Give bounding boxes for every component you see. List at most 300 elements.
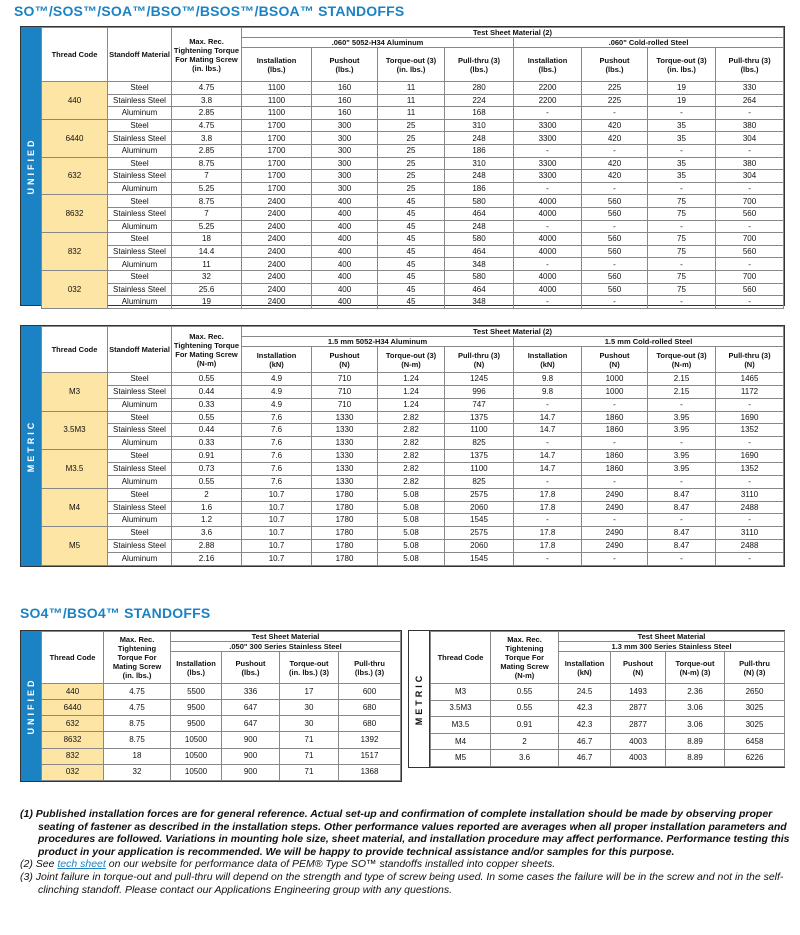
installation-cell: 9500 [171,700,222,716]
pull-thru-b-cell: 560 [716,245,784,258]
max-torque-cell: 5.25 [172,182,242,195]
max-torque-cell: 5.25 [172,220,242,233]
table-row [42,684,401,700]
pull-thru-b-cell: 380 [716,119,784,132]
pushout-b-cell: - [582,144,648,157]
pushout-b-cell: - [582,258,648,271]
torque-out-a-cell: 45 [378,283,445,296]
max-torque-cell: 2.16 [172,553,242,566]
material-cell: Stainless Steel [108,385,172,398]
material-cell: Aluminum [108,475,172,488]
material-cell: Stainless Steel [108,501,172,514]
thread-code-header: Thread Code [431,632,491,684]
torque-out-a-cell: 11 [378,82,445,95]
material-cell: Steel [108,270,172,283]
torque-out-b-cell: 75 [648,195,716,208]
pushout-cell: 647 [222,716,280,732]
pushout-b-cell: - [582,553,648,566]
pushout-a-cell: 710 [312,385,378,398]
pushout-b-cell: 225 [582,94,648,107]
max-torque-header: Max. Rec. Tightening Torque For Mating Screw (in. lbs.) [172,28,242,82]
pushout-b-cell: 420 [582,132,648,145]
pushout-header: Pushout (N) [582,347,648,373]
torque-out-a-cell: 45 [378,270,445,283]
max-torque-cell: 32 [104,764,171,780]
installation-b-cell: 4000 [514,207,582,220]
pull-thru-b-cell: 700 [716,233,784,246]
torque-out-b-cell: 35 [648,170,716,183]
torque-out-cell: 3.06 [666,717,725,734]
thread-code-cell: M3.5 [431,717,491,734]
torque-out-b-cell: 8.47 [648,540,716,553]
pull-thru-a-cell: 248 [445,170,514,183]
material-cell: Aluminum [108,258,172,271]
metric-table-body [42,373,784,566]
pushout-b-cell: 2490 [582,488,648,501]
pushout-b-cell: - [582,437,648,450]
pull-thru-a-cell: 464 [445,245,514,258]
max-torque-cell: 2.85 [172,144,242,157]
pushout-cell: 336 [222,684,280,700]
pull-thru-a-cell: 2060 [445,501,514,514]
pull-thru-b-cell: 1352 [716,463,784,476]
pull-thru-a-cell: 310 [445,157,514,170]
installation-b-cell: 4000 [514,283,582,296]
installation-a-cell: 4.9 [242,398,312,411]
max-torque-cell: 4.75 [172,82,242,95]
pull-thru-b-cell: 1690 [716,450,784,463]
installation-cell: 46.7 [559,733,611,750]
max-torque-cell: 3.8 [172,94,242,107]
pull-thru-a-cell: 1375 [445,411,514,424]
thread-code-cell: 832 [42,233,108,271]
pushout-b-cell: 1000 [582,373,648,386]
pull-thru-b-cell: 700 [716,270,784,283]
installation-a-cell: 1700 [242,132,312,145]
tech-sheet-link[interactable]: tech sheet [57,858,106,871]
pull-thru-a-cell: 464 [445,283,514,296]
torque-out-a-cell: 1.24 [378,373,445,386]
pull-thru-b-cell: - [716,475,784,488]
pull-thru-cell: 680 [339,700,401,716]
material-cell: Aluminum [108,514,172,527]
torque-out-a-cell: 2.82 [378,424,445,437]
pushout-a-cell: 1330 [312,437,378,450]
pull-thru-a-cell: 825 [445,437,514,450]
pushout-b-cell: 420 [582,170,648,183]
pushout-b-cell: 560 [582,195,648,208]
table-row [42,732,401,748]
torque-out-b-cell: 2.15 [648,373,716,386]
table-row [42,540,784,553]
table-row [42,385,784,398]
installation-b-cell: 9.8 [514,373,582,386]
pushout-b-cell: - [582,107,648,120]
pushout-b-cell: - [582,182,648,195]
torque-out-a-cell: 45 [378,220,445,233]
installation-a-cell: 1700 [242,170,312,183]
pull-thru-b-cell: - [716,514,784,527]
pushout-a-cell: 300 [312,144,378,157]
thread-code-cell: M5 [431,750,491,767]
torque-out-a-cell: 11 [378,94,445,107]
table-row [42,475,784,488]
installation-b-cell: 2200 [514,94,582,107]
so4-metric-data-table [430,631,785,767]
pushout-a-cell: 1330 [312,463,378,476]
material-cell: Steel [108,450,172,463]
pull-thru-a-cell: 248 [445,132,514,145]
table-row [42,233,784,246]
installation-b-cell: - [514,475,582,488]
pull-thru-cell: 3025 [725,717,785,734]
thread-code-cell: 632 [42,716,104,732]
torque-out-header: Torque-out (3) (N-m) [648,347,716,373]
installation-header: Installation (lbs.) [514,48,582,82]
torque-out-a-cell: 2.82 [378,450,445,463]
pushout-a-cell: 300 [312,170,378,183]
torque-out-b-cell: - [648,475,716,488]
so4-metric-label: METRIC [409,631,430,767]
pushout-cell: 4003 [611,733,666,750]
torque-out-cell: 30 [280,716,339,732]
max-torque-cell: 0.55 [172,373,242,386]
installation-a-cell: 10.7 [242,514,312,527]
pull-thru-a-cell: 348 [445,296,514,309]
torque-out-a-cell: 45 [378,233,445,246]
torque-out-b-cell: 75 [648,233,716,246]
torque-out-cell: 8.89 [666,750,725,767]
pull-thru-b-cell: 304 [716,170,784,183]
pushout-header: Pushout (lbs.) [582,48,648,82]
torque-out-b-cell: - [648,182,716,195]
torque-out-b-cell: 2.15 [648,385,716,398]
pull-thru-b-cell: - [716,182,784,195]
pull-thru-header: Pull-thru (3) (N) [445,347,514,373]
material-cell: Stainless Steel [108,463,172,476]
installation-b-cell: 3300 [514,119,582,132]
max-torque-cell: 0.55 [172,411,242,424]
table-row [431,700,785,717]
pushout-a-cell: 160 [312,107,378,120]
torque-out-b-cell: 19 [648,82,716,95]
pull-thru-header: Pull-thru (3) (lbs.) [445,48,514,82]
installation-a-cell: 1100 [242,82,312,95]
pushout-b-cell: 560 [582,245,648,258]
pull-thru-a-cell: 248 [445,220,514,233]
table-row [42,245,784,258]
test-sheet-header: Test Sheet Material (2) [242,28,784,38]
pushout-cell: 647 [222,700,280,716]
pull-thru-cell: 680 [339,716,401,732]
unified-label: UNIFIED [21,27,41,305]
installation-b-cell: 9.8 [514,385,582,398]
torque-out-a-cell: 2.82 [378,411,445,424]
installation-a-cell: 7.6 [242,424,312,437]
material-cell: Aluminum [108,107,172,120]
pushout-cell: 2877 [611,700,666,717]
installation-a-cell: 2400 [242,296,312,309]
pushout-a-cell: 1780 [312,514,378,527]
torque-out-a-cell: 25 [378,170,445,183]
pull-thru-b-cell: - [716,398,784,411]
pushout-header: Pushout (lbs.) [222,652,280,684]
installation-a-cell: 1700 [242,119,312,132]
torque-out-a-cell: 2.82 [378,437,445,450]
material-cell: Aluminum [108,437,172,450]
pull-thru-b-cell: - [716,296,784,309]
table-row [42,144,784,157]
torque-out-a-cell: 45 [378,245,445,258]
torque-out-b-cell: 19 [648,94,716,107]
max-torque-cell: 4.75 [172,119,242,132]
pushout-a-cell: 1780 [312,501,378,514]
installation-a-cell: 10.7 [242,540,312,553]
installation-b-cell: - [514,437,582,450]
sheet-b-header: .060" Cold-rolled Steel [514,38,784,48]
material-cell: Stainless Steel [108,94,172,107]
max-torque-cell: 18 [104,748,171,764]
pull-thru-a-cell: 1545 [445,553,514,566]
pull-thru-a-cell: 747 [445,398,514,411]
pushout-cell: 900 [222,748,280,764]
pushout-b-cell: 1000 [582,385,648,398]
installation-b-cell: 14.7 [514,411,582,424]
torque-out-a-cell: 1.24 [378,398,445,411]
installation-a-cell: 7.6 [242,437,312,450]
pull-thru-a-cell: 224 [445,94,514,107]
installation-b-cell: 17.8 [514,527,582,540]
table-row [42,398,784,411]
pull-thru-b-cell: 1465 [716,373,784,386]
test-sheet-header: Test Sheet Material (2) [242,327,784,337]
table-row [431,733,785,750]
pull-thru-cell: 6226 [725,750,785,767]
installation-b-cell: - [514,144,582,157]
installation-cell: 10500 [171,764,222,780]
pushout-b-cell: 420 [582,157,648,170]
so4-unified-table [20,630,402,782]
pull-thru-a-cell: 1375 [445,450,514,463]
metric-data-table [41,326,784,566]
pull-thru-b-cell: 2488 [716,501,784,514]
installation-a-cell: 1100 [242,94,312,107]
installation-b-cell: 17.8 [514,488,582,501]
installation-header: Installation (lbs.) [171,652,222,684]
table-row [42,553,784,566]
footnote-2: (2) See tech sheet on our website for performance data of PEM® Type SO™ standoffs installed into copper sheets. [20,858,556,871]
table-row [42,170,784,183]
pull-thru-b-cell: 1352 [716,424,784,437]
installation-b-cell: - [514,220,582,233]
installation-b-cell: 3300 [514,157,582,170]
installation-a-cell: 10.7 [242,501,312,514]
installation-b-cell: - [514,296,582,309]
pushout-cell: 4003 [611,750,666,767]
pushout-a-cell: 400 [312,233,378,246]
sheet-a-header: 1.5 mm 5052-H34 Aluminum [242,337,514,347]
max-torque-header: Max. Rec. Tightening Torque For Mating Screw (N-m) [491,632,559,684]
test-sheet-header: Test Sheet Material [559,632,785,642]
pushout-b-cell: - [582,514,648,527]
installation-a-cell: 2400 [242,245,312,258]
pushout-a-cell: 300 [312,132,378,145]
material-cell: Steel [108,373,172,386]
metric-label: METRIC [21,326,41,566]
installation-a-cell: 2400 [242,233,312,246]
installation-b-cell: 14.7 [514,450,582,463]
pull-thru-a-cell: 1545 [445,514,514,527]
table-row [42,411,784,424]
torque-out-b-cell: 75 [648,245,716,258]
table-row [42,182,784,195]
table-row [431,717,785,734]
pushout-b-cell: 1860 [582,411,648,424]
thread-code-cell: 032 [42,764,104,780]
thread-code-cell: M3 [431,684,491,701]
thread-code-cell: 032 [42,270,108,308]
torque-out-cell: 2.36 [666,684,725,701]
pushout-b-cell: 560 [582,233,648,246]
pull-thru-b-cell: 1690 [716,411,784,424]
so4-unified-body [42,684,401,781]
pull-thru-header: Pull-thru (N) (3) [725,652,785,684]
pull-thru-b-cell: - [716,258,784,271]
max-torque-cell: 0.44 [172,424,242,437]
torque-out-a-cell: 2.82 [378,463,445,476]
installation-b-cell: - [514,258,582,271]
torque-out-a-cell: 25 [378,119,445,132]
pushout-b-cell: 2490 [582,527,648,540]
material-cell: Stainless Steel [108,245,172,258]
installation-a-cell: 10.7 [242,553,312,566]
pushout-a-cell: 710 [312,373,378,386]
max-torque-cell: 3.6 [491,750,559,767]
max-torque-cell: 0.44 [172,385,242,398]
torque-out-a-cell: 45 [378,207,445,220]
pushout-cell: 2877 [611,717,666,734]
installation-b-cell: 4000 [514,195,582,208]
torque-out-b-cell: 75 [648,207,716,220]
pull-thru-cell: 6458 [725,733,785,750]
installation-a-cell: 7.6 [242,475,312,488]
max-torque-cell: 3.8 [172,132,242,145]
torque-out-b-cell: - [648,144,716,157]
pushout-cell: 900 [222,764,280,780]
max-torque-cell: 0.55 [491,684,559,701]
pushout-b-cell: - [582,475,648,488]
torque-out-b-cell: 35 [648,132,716,145]
installation-b-cell: 3300 [514,170,582,183]
max-torque-cell: 4.75 [104,700,171,716]
pushout-a-cell: 160 [312,82,378,95]
thread-code-cell: M4 [431,733,491,750]
installation-a-cell: 10.7 [242,527,312,540]
pull-thru-b-cell: 560 [716,283,784,296]
max-torque-cell: 14.4 [172,245,242,258]
material-cell: Steel [108,233,172,246]
pull-thru-cell: 1392 [339,732,401,748]
max-torque-cell: 0.91 [491,717,559,734]
pushout-a-cell: 300 [312,182,378,195]
table-row [42,207,784,220]
thread-code-header: Thread Code [42,327,108,373]
pushout-a-cell: 400 [312,258,378,271]
max-torque-cell: 2.88 [172,540,242,553]
so4-unified-data-table [41,631,401,781]
table-row [42,764,401,780]
unified-table [20,26,785,306]
installation-b-cell: 2200 [514,82,582,95]
installation-a-cell: 10.7 [242,488,312,501]
torque-out-cell: 8.89 [666,733,725,750]
table-row [42,700,401,716]
installation-a-cell: 2400 [242,207,312,220]
pull-thru-a-cell: 2575 [445,488,514,501]
torque-out-b-cell: 75 [648,270,716,283]
installation-header: Installation (kN) [242,347,312,373]
pushout-b-cell: 1860 [582,424,648,437]
material-cell: Steel [108,488,172,501]
thread-code-cell: 440 [42,684,104,700]
standoff-material-header: Standoff Material [108,327,172,373]
torque-out-b-cell: 3.95 [648,463,716,476]
so4-unified-label: UNIFIED [21,631,41,781]
max-torque-cell: 0.33 [172,437,242,450]
table-row [42,716,401,732]
pull-thru-b-cell: 3110 [716,488,784,501]
max-torque-cell: 2.85 [172,107,242,120]
table-row [431,750,785,767]
material-cell: Stainless Steel [108,207,172,220]
max-torque-cell: 32 [172,270,242,283]
max-torque-cell: 0.55 [491,700,559,717]
pushout-a-cell: 400 [312,207,378,220]
table-row [42,258,784,271]
max-torque-cell: 3.6 [172,527,242,540]
torque-out-a-cell: 5.08 [378,488,445,501]
installation-b-cell: - [514,182,582,195]
pull-thru-cell: 1368 [339,764,401,780]
table-row [42,527,784,540]
torque-out-a-cell: 25 [378,182,445,195]
installation-header: Installation (kN) [559,652,611,684]
pull-thru-b-cell: 1172 [716,385,784,398]
pushout-b-cell: 1860 [582,450,648,463]
pull-thru-b-cell: - [716,437,784,450]
torque-out-a-cell: 45 [378,296,445,309]
max-torque-cell: 18 [172,233,242,246]
table-row [431,684,785,701]
material-cell: Aluminum [108,296,172,309]
torque-out-cell: 71 [280,748,339,764]
sheet-b-header: 1.5 mm Cold-rolled Steel [514,337,784,347]
torque-out-a-cell: 2.82 [378,475,445,488]
torque-out-b-cell: 75 [648,283,716,296]
material-cell: Stainless Steel [108,170,172,183]
installation-cell: 5500 [171,684,222,700]
torque-out-a-cell: 5.08 [378,540,445,553]
unified-data-table [41,27,784,309]
material-cell: Aluminum [108,182,172,195]
sheet-header: .050" 300 Series Stainless Steel [171,642,401,652]
installation-cell: 42.3 [559,700,611,717]
pull-thru-header: Pull-thru (3) (lbs.) [716,48,784,82]
max-torque-cell: 19 [172,296,242,309]
thread-code-cell: M5 [42,527,108,566]
installation-cell: 42.3 [559,717,611,734]
max-torque-cell: 7 [172,170,242,183]
